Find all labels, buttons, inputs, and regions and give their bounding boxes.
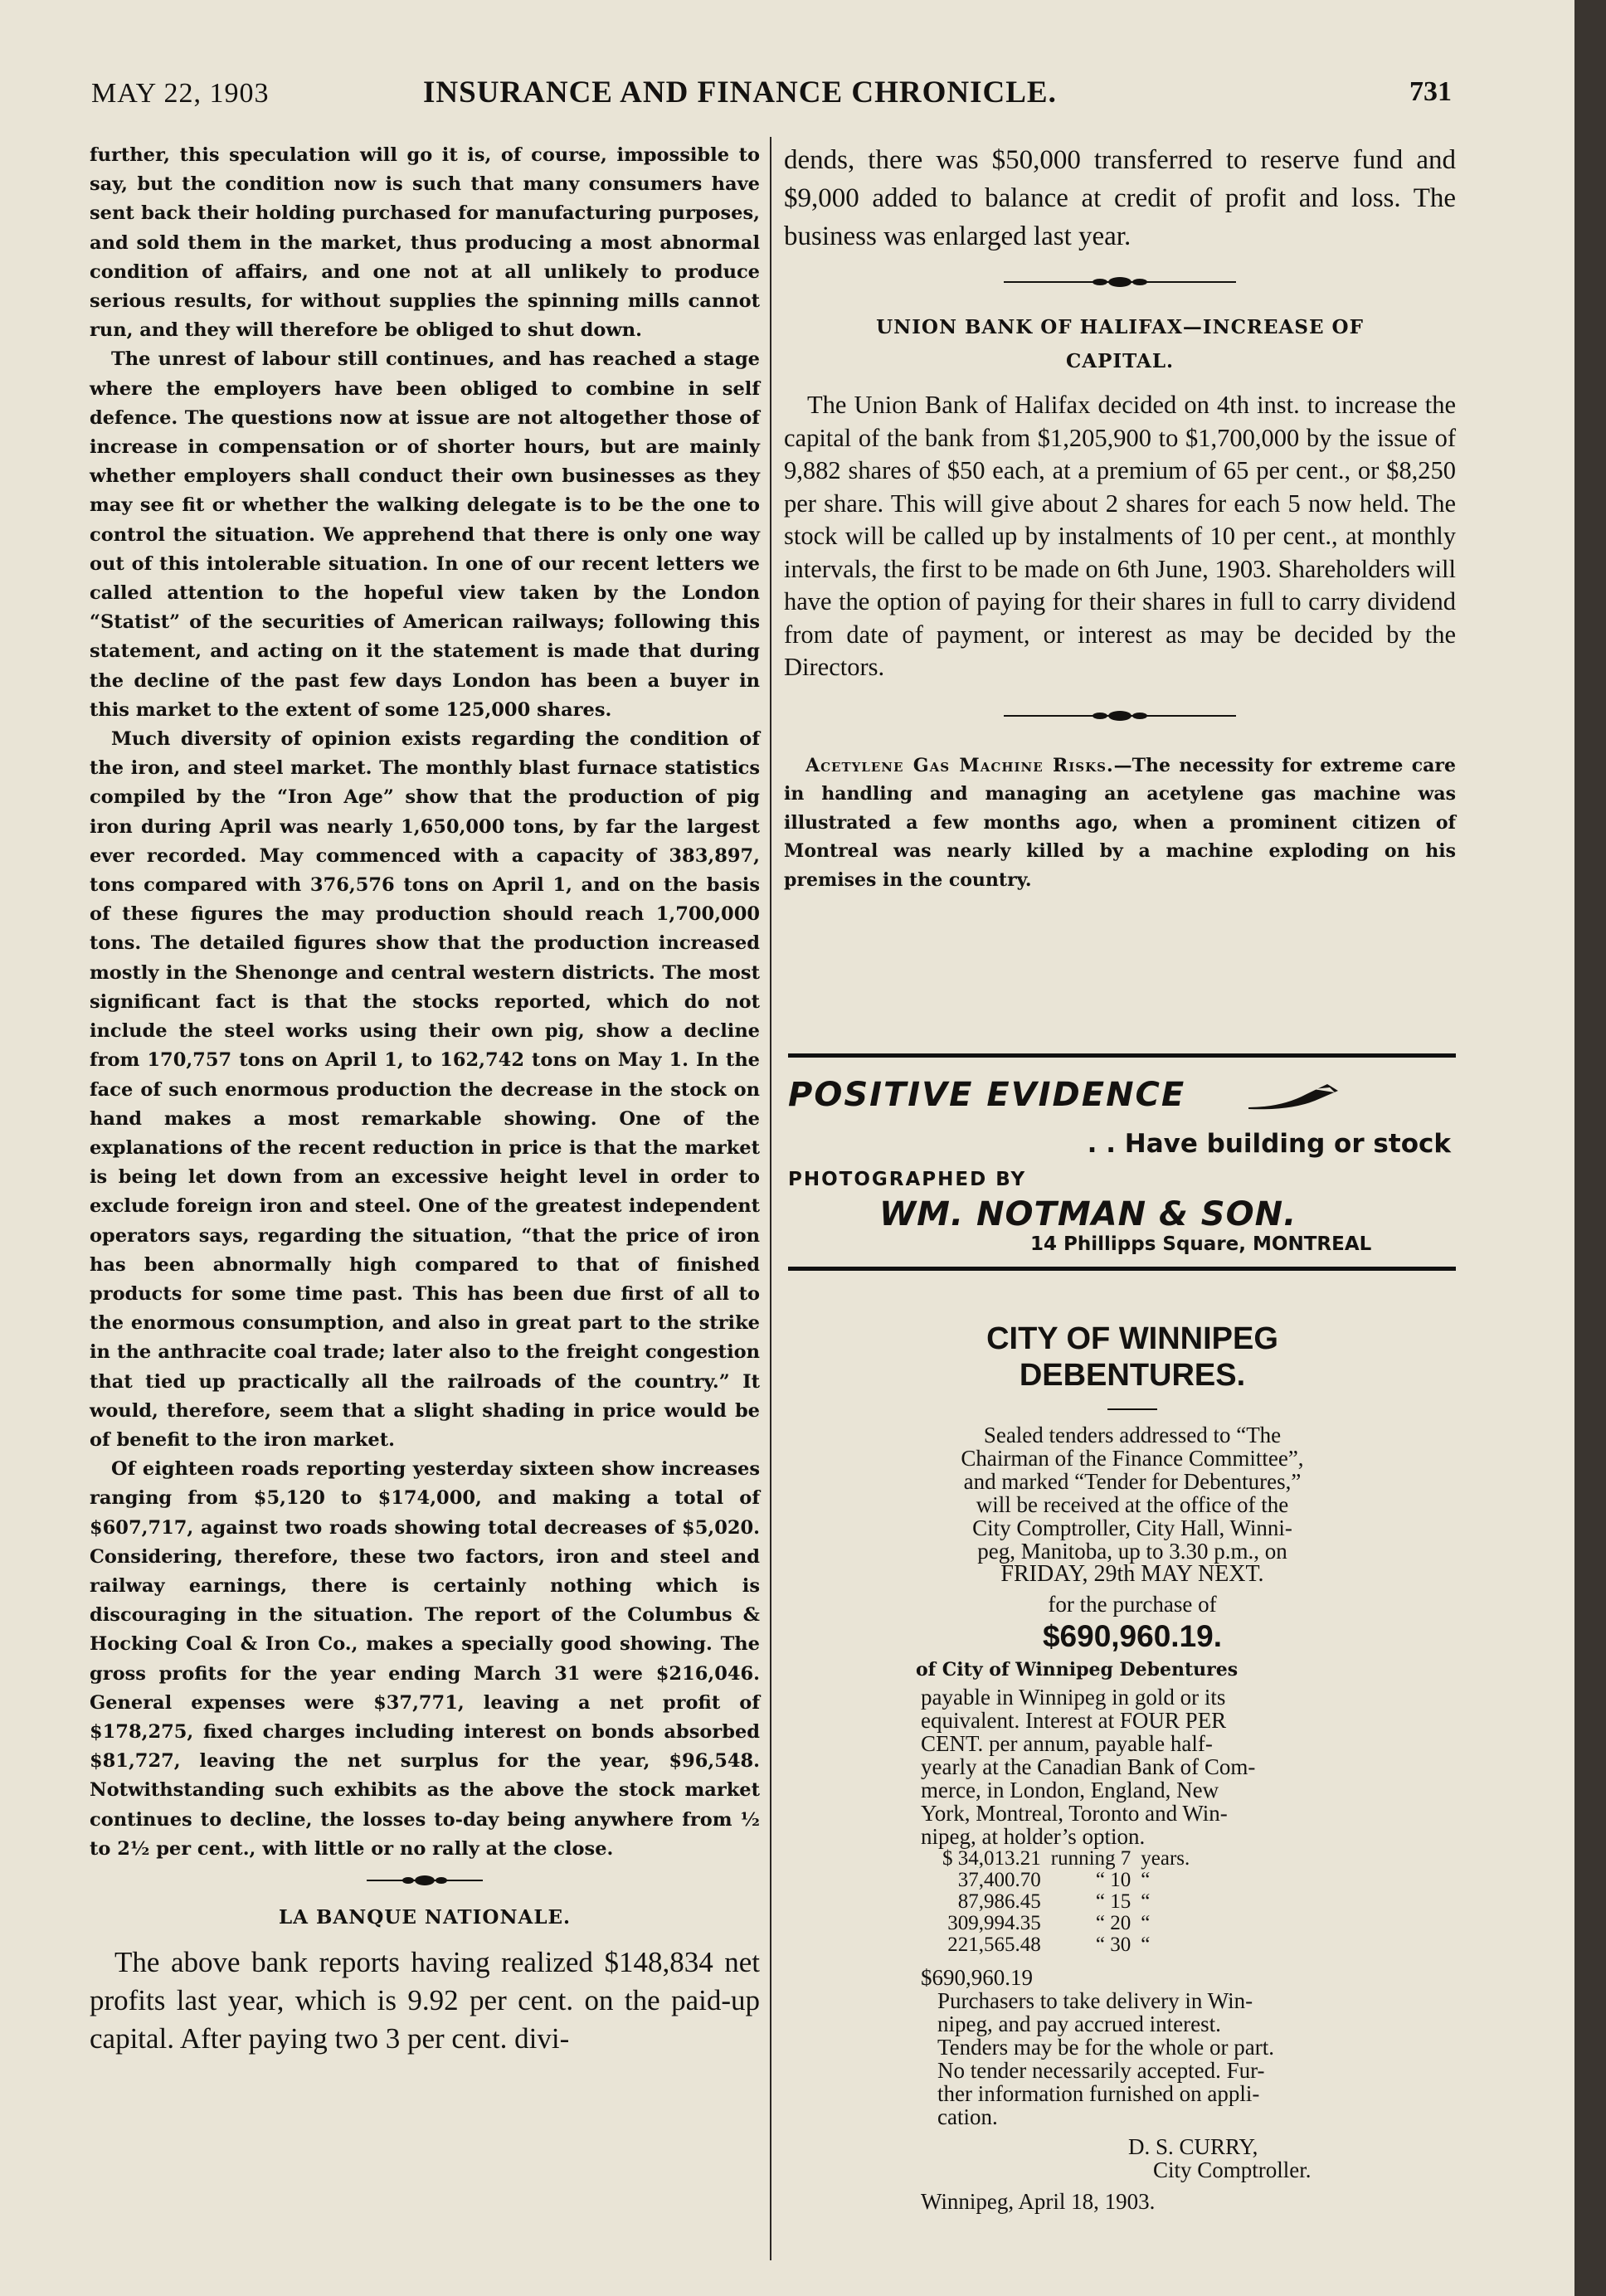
debenture-schedule [937,1848,1195,1956]
page-number: 731 [1409,76,1452,107]
ornament-divider [90,1872,760,1893]
heading-union-bank-capital: CAPITAL. [1065,350,1175,372]
schedule-row [937,1934,1195,1956]
signatory-name: D. S. CURRY, [1128,2134,1258,2159]
purchase-line: for the purchase of [1048,1592,1217,1617]
intro-line: and marked “Tender for Debentures,” [963,1469,1302,1494]
page-header [91,73,1452,123]
column-rule [770,137,771,2260]
terms-line: CENT. per annum, payable half- [921,1731,1213,1756]
intro-line: peg, Manitoba, up to 3.30 p.m., on [977,1539,1287,1564]
signatory-title: City Comptroller. [1153,2157,1312,2182]
masthead-title: INSURANCE AND FINANCE CHRONICLE. [423,75,1057,109]
terms-line: payable in Winnipeg in gold or its [921,1685,1226,1710]
schedule-unit: “ [1141,1869,1151,1891]
schedule-unit: “ [1141,1890,1151,1913]
schedule-amount: 221,565.48 [947,1934,1041,1956]
winnipeg-title-line1: CITY OF WINNIPEG [986,1321,1278,1356]
tender-date: FRIDAY, 29th MAY NEXT. [1000,1561,1264,1587]
winnipeg-advertisement [916,1321,1344,2214]
pen-flourish-icon [1248,1082,1340,1111]
schedule-unit: years. [1141,1847,1190,1870]
left-column [90,141,760,2058]
terms-line: equivalent. Interest at FOUR PER [921,1708,1227,1733]
schedule-term: running 7 [1050,1847,1132,1870]
paragraph-banque-nationale: The above bank reports having realized $148,834 net profits last year, which is 9.92 per cent. on the paid-up capital. After paying two 3 per cent. divi- [90,1945,760,2055]
paragraph-banque-continued: dends, there was $50,000 transferred to reserve fund and $9,000 added to balance at credit of profit and loss. The business was enlarged last year. [784,145,1456,251]
of-debentures-line: of City of Winnipeg Debentures [916,1659,1239,1681]
ornament-divider [784,274,1456,294]
intro-line: Sealed tenders addressed to “The [983,1423,1282,1447]
notman-advertisement [788,1053,1456,1271]
ornament-divider [784,708,1456,728]
paragraph-roads: Of eighteen roads reporting yesterday sixteen show increases ranging from $5,120 to $174,000, and making a total of $607,717, against two roads showing total decreases of $5,020. Considering, therefore, these two factors, iron and steel and railway earnings, there is certainly nothing which is discouraging in the situation. The report of the Columbus & Hocking Coal & Iron Co., makes a specially good showing. The gross profits for the year ending March 31 were $216,046. General expenses were $37,771, leaving a net profit of $178,275, fixed charges including interest on bonds absorbed $81,727, leaving the net surplus for the year, $96,548. Notwithstanding such exhibits as the above the stock market continues to decline, the losses to-day being anywhere from ½ to 2½ per cent., with little or no rally at the close. [90,1458,760,1860]
ad-bottom-rule [788,1267,1456,1271]
acetylene-lead: Acetylene Gas Machine Risks. [805,754,1114,776]
closing-line: Tenders may be for the whole or part. [937,2035,1274,2060]
header-date: MAY 22, 1903 [91,78,270,109]
schedule-term: “ 15 [1095,1890,1132,1913]
title-underline [1107,1408,1157,1410]
schedule-unit: “ [1141,1912,1151,1934]
paragraph-speculation: further, this speculation will go it is, of course, impossible to say, but the condition now is such that many consumers have sent back their holding purchased for manufacturing purposes, and sold them in the market, thus producing a most abnormal condition of affairs, and one not at all unlikely to produce serious results, for without supplies the spinning mills cannot run, and they will therefore be obliged to shut down. [90,144,760,342]
schedule-amount: $ 34,013.21 [942,1847,1041,1870]
schedule-row [937,1870,1195,1891]
closing-line: Purchasers to take delivery in Win- [937,1988,1253,2013]
place-date: Winnipeg, April 18, 1903. [921,2189,1156,2214]
tender-terms [921,1686,1344,1848]
right-column [784,141,1456,894]
acetylene-text: —The necessity for extreme care in handling and managing an acetylene gas machine was illustrated a few months ago, when a prominent citizen of Montreal was nearly killed by a machine exploding on his premises in the country. [784,754,1456,891]
building-or-stock-line: . . Have building or stock [1087,1129,1451,1159]
schedule-term: “ 30 [1095,1934,1132,1956]
tender-closing [921,1989,1344,2128]
schedule-term: “ 20 [1095,1912,1132,1934]
terms-line: yearly at the Canadian Bank of Com- [921,1754,1256,1779]
schedule-row [937,1891,1195,1913]
terms-line: merce, in London, England, New [921,1778,1219,1802]
notman-firm-name: WM. NOTMAN & SON. [879,1195,1297,1233]
debenture-amount: $690,960.19. [1042,1619,1223,1653]
terms-line: nipeg, at holder’s option. [921,1824,1146,1849]
intro-line: will be received at the office of the [976,1492,1289,1517]
schedule-row [937,1913,1195,1934]
closing-line: cation. [937,2104,998,2129]
notman-address: 14 Phillipps Square, MONTREAL [1030,1233,1372,1255]
closing-line: No tender necessarily accepted. Fur- [937,2058,1265,2083]
paragraph-labour: The unrest of labour still continues, and has reached a stage where the employers have been obliged to combine in self defence. The questions now at issue are not altogether those of increase in compensation or of shorter hours, but are mainly whether employers shall conduct their own businesses as they may see fit or whether the walking delegate is to be the one to control the situation. We apprehend that there is only one way out of this intolerable situation. In one of our recent letters we called attention to the hopeful view taken by the London “Statist” of the securities of American railways; following this statement, and acting on it the statement is made that during the decline of the past few days London has been a buyer in this market to the extent of some 125,000 shares. [90,348,760,721]
winnipeg-title-line2: DEBENTURES. [1019,1358,1246,1393]
closing-line: nipeg, and pay accrued interest. [937,2011,1221,2036]
paragraph-acetylene [784,752,1456,895]
closing-line: ther information furnished on appli- [937,2081,1260,2106]
terms-line: York, Montreal, Toronto and Win- [921,1801,1228,1826]
paragraph-union-bank: The Union Bank of Halifax decided on 4th inst. to increase the capital of the bank from $1,205,900 to $1,700,000 by the issue of 9,882 shares of $50 each, at a premium of 65 per cent., or $8,250 per share. This will give about 2 shares for each 5 now held. The stock will be called up by instalments of 10 per cent., at monthly intervals, the first to be made on 6th June, 1903. Shareholders will have the option of paying for their shares in full to carry dividend from date of payment, or interest as may be decided by the Directors. [784,391,1456,681]
schedule-amount: 37,400.70 [957,1869,1041,1891]
intro-line: Chairman of the Finance Committee”, [961,1446,1304,1471]
schedule-total: $690,960.19 [921,1965,1033,1990]
schedule-term: “ 10 [1095,1869,1132,1891]
schedule-amount: 309,994.35 [947,1912,1041,1934]
intro-line: City Comptroller, City Hall, Winni- [972,1515,1292,1540]
positive-evidence-title: POSITIVE EVIDENCE [788,1076,1186,1114]
heading-union-bank: UNION BANK OF HALIFAX—INCREASE OF [876,316,1364,338]
schedule-amount: 87,986.45 [957,1890,1041,1913]
schedule-unit: “ [1141,1934,1151,1956]
heading-la-banque-nationale: LA BANQUE NATIONALE. [278,1905,572,1929]
page-edge [1574,0,1606,2296]
tender-intro [921,1423,1344,1563]
paragraph-iron-steel: Much diversity of opinion exists regarding the condition of the iron, and steel market. The monthly blast furnace statistics compiled by the “Iron Age” show that the production of pig iron during April was nearly 1,650,000 tons, by far the largest ever recorded. May commenced with a capacity of 383,897, tons compared with 376,576 tons on April 1, and on the basis of these figures the may production should reach 1,700,000 tons. The detailed figures show that the production increased mostly in the Shenonge and central western districts. The most significant fact is that the stocks reported, which do not include the steel works using their own pig, show a decline from 170,757 tons on April 1, to 162,742 tons on May 1. In the face of such enormous production the decrease in the stock on hand makes a most remarkable showing. One of the explanations of the recent reduction in price is that the market is being let down from an excessive height level in order to exclude foreign iron and steel. One of the greatest independent operators says, regarding the situation, “that the price of iron has been abnormally high compared to that of finished products for some time past. This has been due first of all to the enormous consumption, and also in great part to the strike in the anthracite coal trade; later also to the freight congestion that tied up practically all the railroads of the country.” It would, therefore, seem that a slight shading in price would be of benefit to the iron market. [90,728,760,1451]
schedule-row [937,1848,1195,1870]
photographed-by-label: PHOTOGRAPHED BY [788,1169,1027,1190]
